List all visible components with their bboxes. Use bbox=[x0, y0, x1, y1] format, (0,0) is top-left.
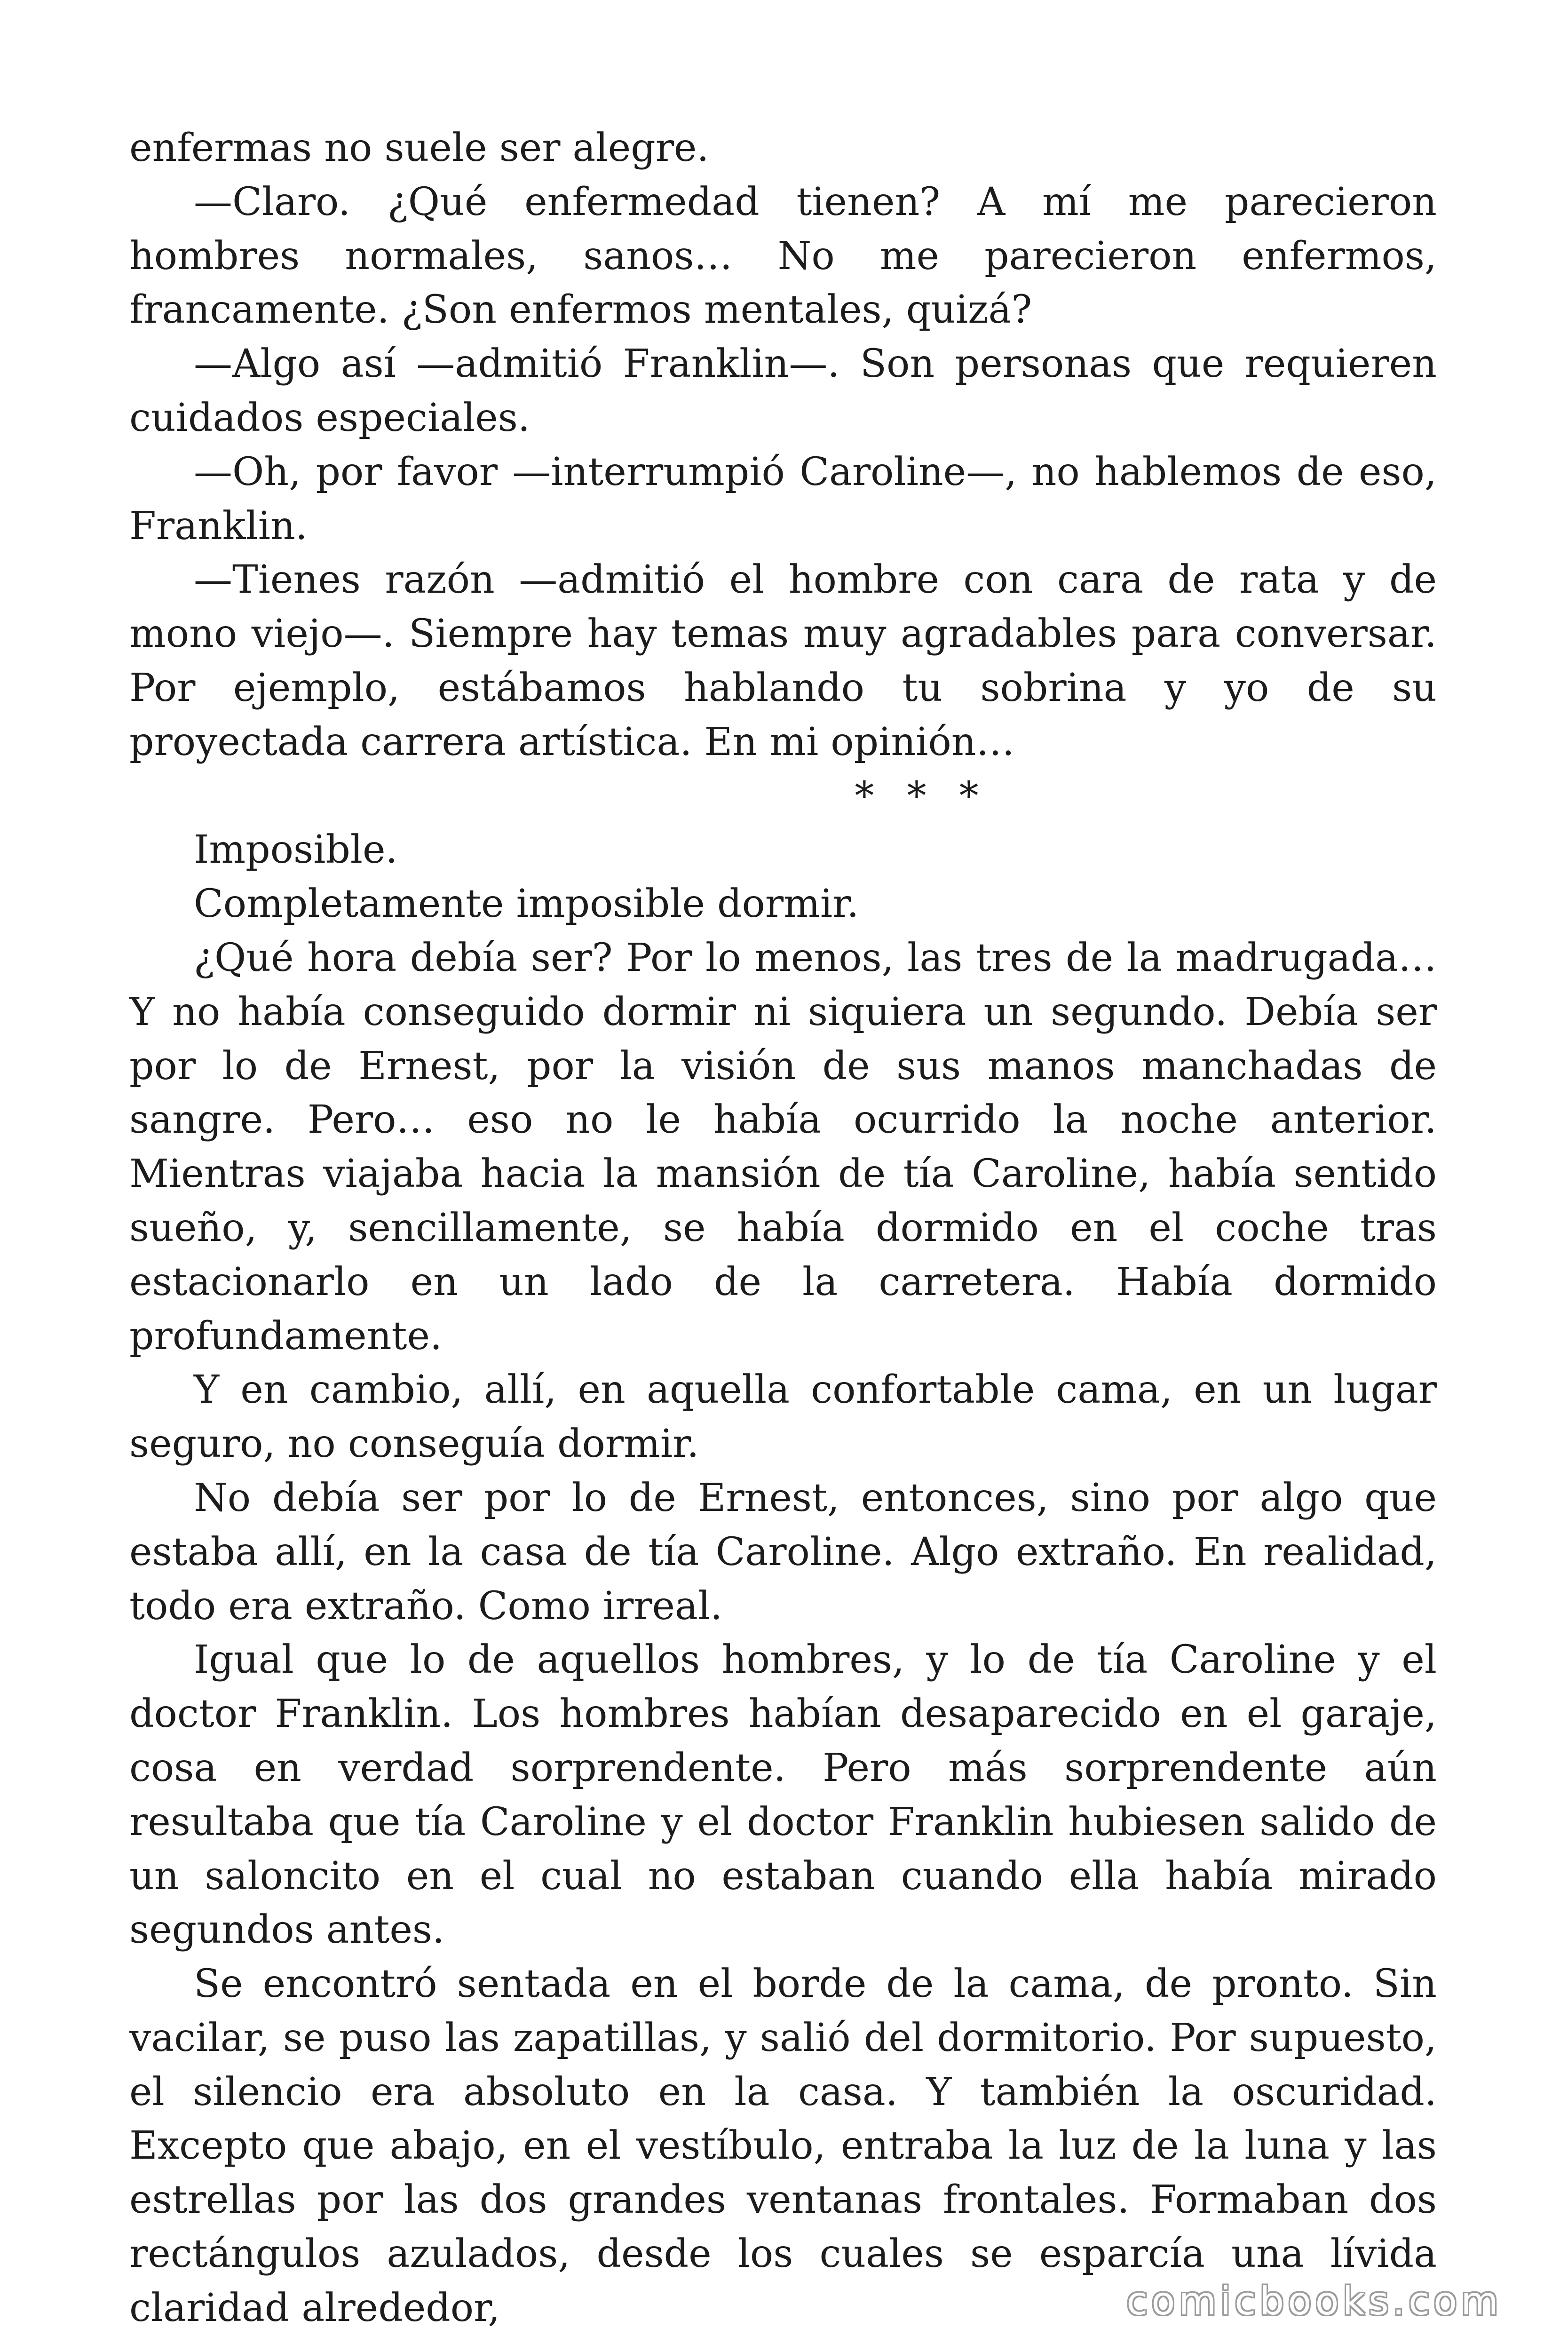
paragraph-imposible: Imposible. bbox=[194, 827, 398, 873]
paragraph-que-hora: ¿Qué hora debía ser? Por lo menos, las tres de la madrugada… Y no había conseguido dormir ni siquiera un segundo. Debía ser por lo de Ernest, por la visión de sus manos manchadas de sangre. Pero… eso no le había ocurrido la noche anterior. Mientras viajaba hacia la mansión de tía Caroline, había sentido sueño, y, sencillamente, se había dormido en el coche tras estacionarlo en un lado de la carretera. Había dormido profundamente. bbox=[129, 935, 1437, 1359]
section-separator: * * * bbox=[855, 773, 989, 818]
paragraph-dialogue-algo-asi: —Algo así —admitió Franklin—. Son personas que requieren cuidados especiales. bbox=[129, 342, 1437, 440]
paragraph-y-en-cambio: Y en cambio, allí, en aquella confortable cama, en un lugar seguro, no conseguía dormir. bbox=[129, 1367, 1437, 1467]
paragraph-se-encontro: Se encontró sentada en el borde de la cama, de pronto. Sin vacilar, se puso las zapatillas, y salió del dormitorio. Por supuesto, el silencio era absoluto en la casa. Y también la oscuridad. Excepto que abajo, en el vestíbulo, entraba la luz de la luna y las estrellas por las dos grandes ventanas frontales. Formaban dos rectángulos azulados, desde los cuales se esparcía una lívida claridad alrededor, bbox=[129, 1962, 1437, 2330]
site-watermark: comicbooks.com bbox=[1126, 2279, 1502, 2324]
paragraph-completamente: Completamente imposible dormir. bbox=[194, 882, 859, 927]
paragraph-igual-que: Igual que lo de aquellos hombres, y lo de tía Caroline y el doctor Franklin. Los hombres habían desaparecido en el garaje, cosa en verdad sorprendente. Pero más sorprendente aún resultaba que tía Caroline y el doctor Franklin hubiesen salido de un saloncito en el cual no estaban cuando ella había mirado segundos antes. bbox=[129, 1637, 1437, 1953]
paragraph-continuation: enfermas no suele ser alegre. bbox=[129, 126, 709, 170]
book-page-text bbox=[129, 121, 1437, 2336]
paragraph-dialogue-claro: —Claro. ¿Qué enfermedad tienen? A mí me parecieron hombres normales, sanos… No me parecieron enfermos, francamente. ¿Son enfermos mentales, quizá? bbox=[129, 179, 1437, 333]
paragraph-dialogue-oh-por-favor: —Oh, por favor —interrumpió Caroline—, no hablemos de eso, Franklin. bbox=[129, 449, 1437, 548]
paragraph-no-debia: No debía ser por lo de Ernest, entonces, sino por algo que estaba allí, en la casa de tía Caroline. Algo extraño. En realidad, todo era extraño. Como irreal. bbox=[129, 1475, 1437, 1629]
paragraph-dialogue-tienes-razon: —Tienes razón —admitió el hombre con cara de rata y de mono viejo—. Siempre hay temas muy agradables para conversar. Por ejemplo, estábamos hablando tu sobrina y yo de su proyectada carrera artística. En mi opinión… bbox=[129, 557, 1437, 764]
